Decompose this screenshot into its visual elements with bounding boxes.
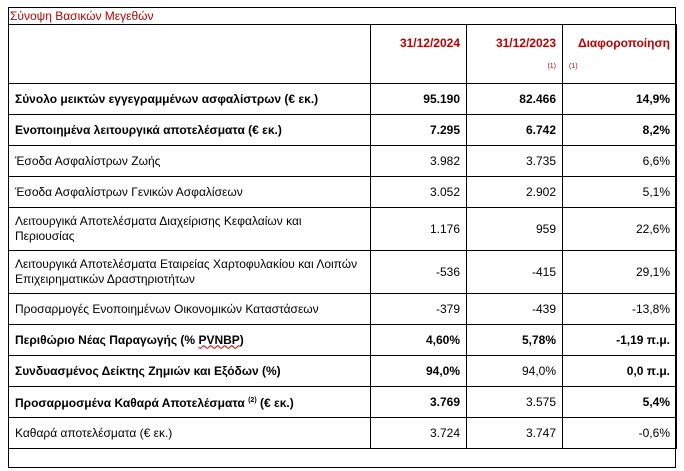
value-2024: 7.295 [371, 115, 467, 146]
value-2024: 3.982 [371, 146, 467, 177]
row-label: Προσαρμογές Ενοποιημένων Οικονομικών Καταστάσεων [9, 294, 371, 325]
value-2024: -536 [371, 251, 467, 294]
table-row [9, 325, 677, 356]
table-row [9, 251, 677, 294]
row-label [9, 387, 371, 418]
row-label: Λειτουργικά Αποτελέσματα Διαχείρισης Κεφαλαίων και Περιουσίας [9, 208, 371, 251]
row-label: Έσοδα Ασφαλίστρων Ζωής [9, 146, 371, 177]
value-2024: 3.052 [371, 177, 467, 208]
row-label-suffix: (€ εκ.) [256, 396, 294, 410]
value-diff: 22,6% [563, 208, 677, 251]
value-diff: 14,9% [563, 84, 677, 115]
value-2023: -439 [467, 294, 563, 325]
table-row [9, 294, 677, 325]
header-diff [563, 25, 677, 84]
value-diff: -13,8% [563, 294, 677, 325]
value-2024: 95.190 [371, 84, 467, 115]
value-2024: 4,60% [371, 325, 467, 356]
table-row [9, 84, 677, 115]
value-diff: 0,0 π.μ. [563, 356, 677, 387]
row-label: Σύνολο μεικτών εγγεγραμμένων ασφαλίστρων (€ εκ.) [9, 84, 371, 115]
value-2023: 6.742 [467, 115, 563, 146]
value-2024: 3.769 [371, 387, 467, 418]
row-label-prefix: Προσαρμοσμένα Καθαρά Αποτελέσματα [15, 396, 249, 410]
header-2023-footnote: (1) [547, 63, 556, 70]
key-figures-table [8, 24, 677, 449]
value-2023: 3.735 [467, 146, 563, 177]
value-2023: 82.466 [467, 84, 563, 115]
value-diff: 5,4% [563, 387, 677, 418]
table-row [9, 356, 677, 387]
value-2023: 3.747 [467, 418, 563, 449]
value-2023: 94,0% [467, 356, 563, 387]
value-2023: 3.575 [467, 387, 563, 418]
table-row [9, 387, 677, 418]
value-2024: 94,0% [371, 356, 467, 387]
header-2023 [467, 25, 563, 84]
row-label: Ενοποιημένα λειτουργικά αποτελέσματα (€ εκ.) [9, 115, 371, 146]
value-2023: -415 [467, 251, 563, 294]
table-row [9, 146, 677, 177]
row-label-prefix: Περιθώριο Νέας Παραγωγής (% [15, 332, 199, 347]
header-blank-cell [9, 25, 371, 84]
row-label: Έσοδα Ασφαλίστρων Γενικών Ασφαλίσεων [9, 177, 371, 208]
value-2024: 3.724 [371, 418, 467, 449]
row-label-pvnbp: PVNBP [198, 332, 240, 347]
row-label: Καθαρά αποτελέσματα (€ εκ.) [9, 418, 371, 449]
row-label-footnote: (2) [248, 397, 257, 404]
value-diff: 29,1% [563, 251, 677, 294]
value-diff: 5,1% [563, 177, 677, 208]
value-2023: 5,78% [467, 325, 563, 356]
value-diff: 6,6% [563, 146, 677, 177]
value-2023: 959 [467, 208, 563, 251]
value-2024: 1.176 [371, 208, 467, 251]
header-2024-label: 31/12/2024 [399, 36, 460, 50]
header-diff-label: Διαφοροποίηση [577, 36, 670, 50]
table-header-row [9, 25, 677, 84]
row-label-suffix: ) [239, 332, 244, 347]
row-label [9, 325, 371, 356]
value-diff: -1,19 π.μ. [563, 325, 677, 356]
header-2023-label: 31/12/2023 [495, 36, 556, 50]
table-title: Σύνοψη Βασικών Μεγεθών [10, 9, 154, 23]
value-2023: 2.902 [467, 177, 563, 208]
table-row [9, 418, 677, 449]
row-label: Λειτουργικά Αποτελέσματα Εταιρείας Χαρτοφυλακίου και Λοιπών Επιχειρηματικών Δραστηριοτήτων [9, 251, 371, 294]
header-diff-footnote: (1) [569, 63, 578, 70]
row-label: Συνδυασμένος Δείκτης Ζημιών και Εξόδων (%) [9, 356, 371, 387]
value-diff: 8,2% [563, 115, 677, 146]
table-row [9, 208, 677, 251]
value-diff: -0,6% [563, 418, 677, 449]
value-2024: -379 [371, 294, 467, 325]
table-row [9, 177, 677, 208]
header-2024 [371, 25, 467, 84]
table-row [9, 115, 677, 146]
